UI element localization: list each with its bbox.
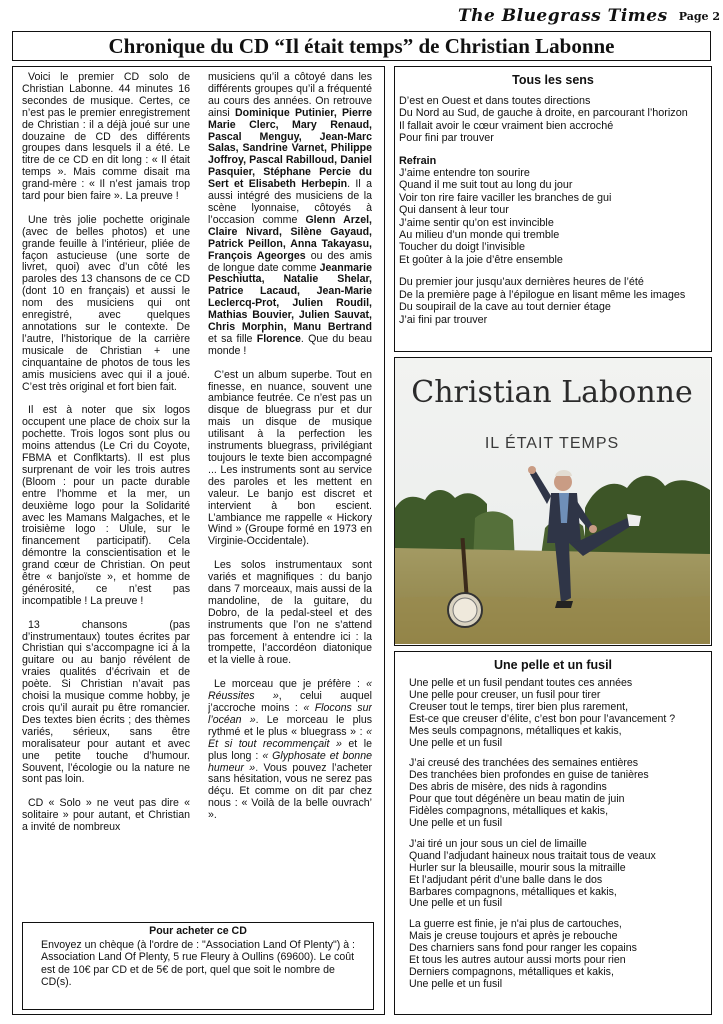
lyric-line: Et tous les autres autour aussi morts pour rien [409, 954, 626, 967]
lyric-line: Une pelle et un fusil [409, 897, 503, 910]
lyric-line: D’est en Ouest et dans toutes directions [399, 95, 591, 107]
lyric-line: Une pelle et un fusil pendant toutes ces années [409, 677, 633, 689]
article-paragraph: Les solos instrumentaux sont variés et magnifiques : du banjo dans 7 morceaux, mais aussi de la mandoline, de la guitare, du Dobro, de la pedal-steel et des instruments que l’on ne s’attend pas forcement à entendre ici : la trompette, l’accordéon diatonique et la vielle à roue. [208, 559, 372, 667]
song-title-ref: « Flocons sur l’océan » [208, 701, 372, 726]
album-cover-image [395, 358, 710, 644]
article-column-2 [208, 72, 372, 920]
lyric-line: Mais je creuse toujours et après je rebouche [409, 930, 618, 943]
lyric-line: Et goûter à la joie d’être ensemble [399, 253, 563, 266]
lyric-line: Du premier jour jusqu’aux dernières heures de l’été [399, 276, 644, 289]
purchase-heading: Pour acheter ce CD [149, 925, 247, 937]
purchase-box [22, 922, 374, 1010]
musician-names: Dominique Putinier, Pierre Marie Clerc, Mary Renaud, Pascal Menguy, Jean-Marc Salas, Sandrine Varnet, Philippe Joffroy, Pascal Rabilloud, Daniel Pasquier, Stéphane Percie du Sert et Elisabeth Herbepin [208, 106, 372, 191]
text-run: . Il a aussi intégré des musiciens de la scène lyonnaise, côtoyés à l’occasion comme [208, 178, 372, 226]
lyric-line: De la première page à l’épilogue en lisant même les images [399, 288, 686, 301]
lyric-line: Creuser tout le temps, tirer bien plus rarement, [409, 700, 629, 713]
song-title: Tous les sens [512, 73, 594, 87]
article-paragraph: Il est à noter que six logos occupent une place de choix sur la pochette. Trois logos sont plus ou moins attendus (Le Cri du Coyote, FBMA et Conflktarts). Il est plus surprenant de voir les trois autres (Bloom : pour un pacte durable entre l’homme et la mer, un deuxième logo pour la Solidarité avec les Mamans Malgaches, et le troisième logo : Ulule, sur le financement participatif). Cela démontre la conscientisation et le grand cœur de Christian. On peut être « banjoïste », et homme de générosité, ce n’est pas incompatible ! La preuve ! [22, 404, 190, 607]
lyric-line: Est-ce que creuser d’élite, c’est bon pour l’avancement ? [409, 712, 676, 725]
text-run: et le plus long : [208, 737, 372, 762]
article-paragraph [208, 72, 372, 358]
lyric-line: Derniers compagnons, métalliques et kakis, [409, 965, 614, 978]
lyric-line: Quand il me suit tout au long du jour [399, 179, 573, 192]
article-paragraph: CD « Solo » ne veut pas dire « solitaire » pour autant, et Christian a invité de nombreux [22, 797, 190, 834]
article-paragraph [208, 679, 372, 822]
lyric-line: Mes seuls compagnons, métalliques et kakis, [409, 724, 622, 737]
lyrics [395, 672, 711, 991]
article-paragraph: Voici le premier CD solo de Christian Labonne. 44 minutes 16 secondes de musique. Certes, ce n’est pas le premier enregistrement de Christian : il a déjà joué sur une douzaine de CD des différents groupes dans lesquels il a été. Le titre de ce CD en dit long : « Il était temps ». Mais comme disait ma grand-mère : « Il n’est jamais trop tard pour bien faire ». La preuve ! [22, 72, 190, 203]
text-run: , celui auquel j’accroche moins : [208, 690, 372, 714]
text-run: Le morceau que je préfère : [214, 678, 367, 691]
article-column-1 [22, 72, 190, 920]
lyric-line: Des tranchées bien profondes en guise de tanières [409, 769, 649, 782]
lyrics-box-une-pelle [394, 651, 712, 1015]
lyric-line: Des abris de misère, des nids à ragondins [409, 781, 607, 794]
lyric-line: Fidèles compagnons, métalliques et kakis, [409, 805, 609, 818]
lyric-line: La guerre est finie, je n'ai plus de cartouches, [409, 918, 622, 931]
stanza [399, 276, 707, 326]
lyric-line: Et l’adjudant périt d’une balle dans le dos [409, 873, 603, 886]
lyric-line: Toucher du doigt l’invisible [399, 241, 526, 254]
musician-names: Florence [256, 332, 301, 345]
lyrics [395, 87, 711, 326]
cover-artist-name: Christian Labonne [411, 375, 693, 410]
lyric-line: Qui dansent à leur tour [399, 204, 509, 217]
song-title-ref: « Réussites » [208, 678, 372, 703]
song-title-ref: « Glyphosate et bonne humeur » [208, 749, 372, 774]
stanza [409, 678, 707, 749]
lyrics-box-tous-les-sens [394, 66, 712, 352]
lyric-line: J’aime entendre ton sourire [399, 167, 530, 180]
stanza [409, 919, 707, 990]
stanza [409, 839, 707, 910]
song-title: Une pelle et un fusil [493, 658, 613, 672]
musician-names: Glenn Arzel, Claire Nivard, Silène Gayaud, Patrick Peillon, Anna Takayasu, François Ageorges [208, 213, 372, 262]
lyric-line: J’ai creusé des tranchées des semaines entières [409, 757, 639, 770]
article-paragraph: Une très jolie pochette originale (avec de belles photos) et une grande feuille à l’intérieur, pliée de façon astucieuse (une sorte de livret, quoi) avec d’un côté les paroles des 13 chansons de ce CD (dont 10 en français) et aussi le nom des musiciens qui ont enregistré, avec quelques annotations sur le contexte. De l’autre, l’historique de la carrière musicale de Christian + une cinquantaine de photos de tous les amis musiciens avec qui il a joué. C’est très original et fort bien fait. [22, 213, 190, 393]
lyric-line: Une pelle et un fusil [409, 736, 503, 749]
lyric-line: Quand l’adjudant haineux nous traitait tous de veaux [409, 849, 656, 862]
masthead [440, 6, 720, 28]
stanza [409, 758, 707, 829]
lyric-line: Hurler sur la bleusaille, mourir sous la mitraille [409, 861, 626, 874]
lyric-line: J’aime sentir qu’on est invincible [399, 216, 554, 229]
purchase-text: Envoyez un chèque (à l'ordre de : "Association Land Of Plenty") à : Association Land Of Plenty, 5 rue Fleury à Oullins (69600). Le coût est de 10€ par CD et de 5€ de port, quel que soit le nombre de CD(s). [41, 939, 355, 988]
article-paragraph: 13 chansons (pas d’instrumentaux) toutes écrites par Christian qui s’accompagne ici à la guitare ou au banjo révélent de vraies qualités d’écrivain et de poète. Si Christian n’avait pas choisi la musique comme hobby, je crois qu’il aurait pu être romancier. Des textes bien écrits ; des thèmes variés, sérieux, sans être moralisateur pour autant et avec une petite touche d’humour. Souvent, l’écologie ou la nature ne sont pas loin. [22, 618, 190, 786]
lyric-line: Barbares compagnons, métalliques et kakis, [409, 885, 617, 898]
article-paragraph: C’est un album superbe. Tout en finesse, en nuance, souvent une ambiance feutrée. Ce n’est pas un disque de bluegrass pur et dur mais un disque de musique utilisant à la perfection les instruments bluegrass, privilégiant toujours le texte bien accompagné ... Les instruments sont au service des paroles et les mettent en valeur. Le banjo est discret et intervient à bon escient. L’ambiance me rappelle « Hickory Wind » (Groupe formé en 1973 en Virginie-Occidentale). [208, 368, 372, 548]
lyric-line: Voir ton rire faire vaciller les branches de gui [399, 191, 612, 204]
lyric-line: Pour que tout dégénère un beau matin de juin [409, 793, 625, 806]
song-title-ref: « Et si tout recommençait » [208, 725, 372, 750]
lyric-line: Il fallait avoir le cœur vraiment bien accroché [399, 119, 614, 132]
paper-name: The Bluegrass Times [458, 6, 668, 26]
lyric-line: Du soupirail de la cave au tout dernier étage [399, 301, 611, 314]
refrain [399, 155, 707, 267]
refrain-label: Refrain [399, 154, 437, 167]
text-run: ou des amis de longue date comme [208, 249, 372, 274]
text-run: musiciens qu’il a côtoyé dans les différents groupes qu’il a fréquenté au cours des années. On retrouve ainsi [208, 72, 372, 119]
page-title: Chronique du CD “Il était temps” de Christian Labonne [12, 31, 711, 61]
text-run: et sa fille [208, 332, 257, 345]
musician-names: Jeanmarie Peschiutta, Natalie Shelar, Patrice Lacaud, Jean-Marie Leclercq-Prot, Julien Roudil, Mathias Bouvier, Julien Sauvat, Chris Morphin, Manu Bertrand [208, 261, 372, 334]
lyric-line: Une pelle et un fusil [409, 816, 503, 829]
lyric-line: Du Nord au Sud, de gauche à droite, en parcourant l’horizon [399, 107, 688, 120]
album-cover [394, 357, 712, 646]
stanza [399, 95, 707, 145]
cover-album-title: IL ÉTAIT TEMPS [484, 435, 620, 452]
text-run: . Que du beau monde ! [208, 332, 372, 357]
lyric-line: Une pelle pour creuser, un fusil pour tirer [409, 688, 601, 701]
lyric-line: J’ai fini par trouver [399, 313, 488, 326]
lyric-line: Pour fini par trouver [399, 132, 494, 145]
lyric-line: Des charniers sans fond pour ranger les copains [409, 942, 637, 955]
text-run: . Vous pouvez l’acheter sans hésitation, vous ne serez pas déçu. Et comme on dit par chez nous : « Voilà de la belle ouvrach’ ». [208, 761, 372, 822]
text-run: . Le morceau le plus rythmé et le plus « bluegrass » : [208, 713, 372, 738]
lyric-line: J’ai tiré un jour sous un ciel de limaille [409, 837, 587, 850]
lyric-line: Au milieu d’un monde qui tremble [399, 229, 560, 242]
lyric-line: Une pelle et un fusil [409, 977, 503, 990]
page-number: Page 2 [678, 10, 720, 23]
